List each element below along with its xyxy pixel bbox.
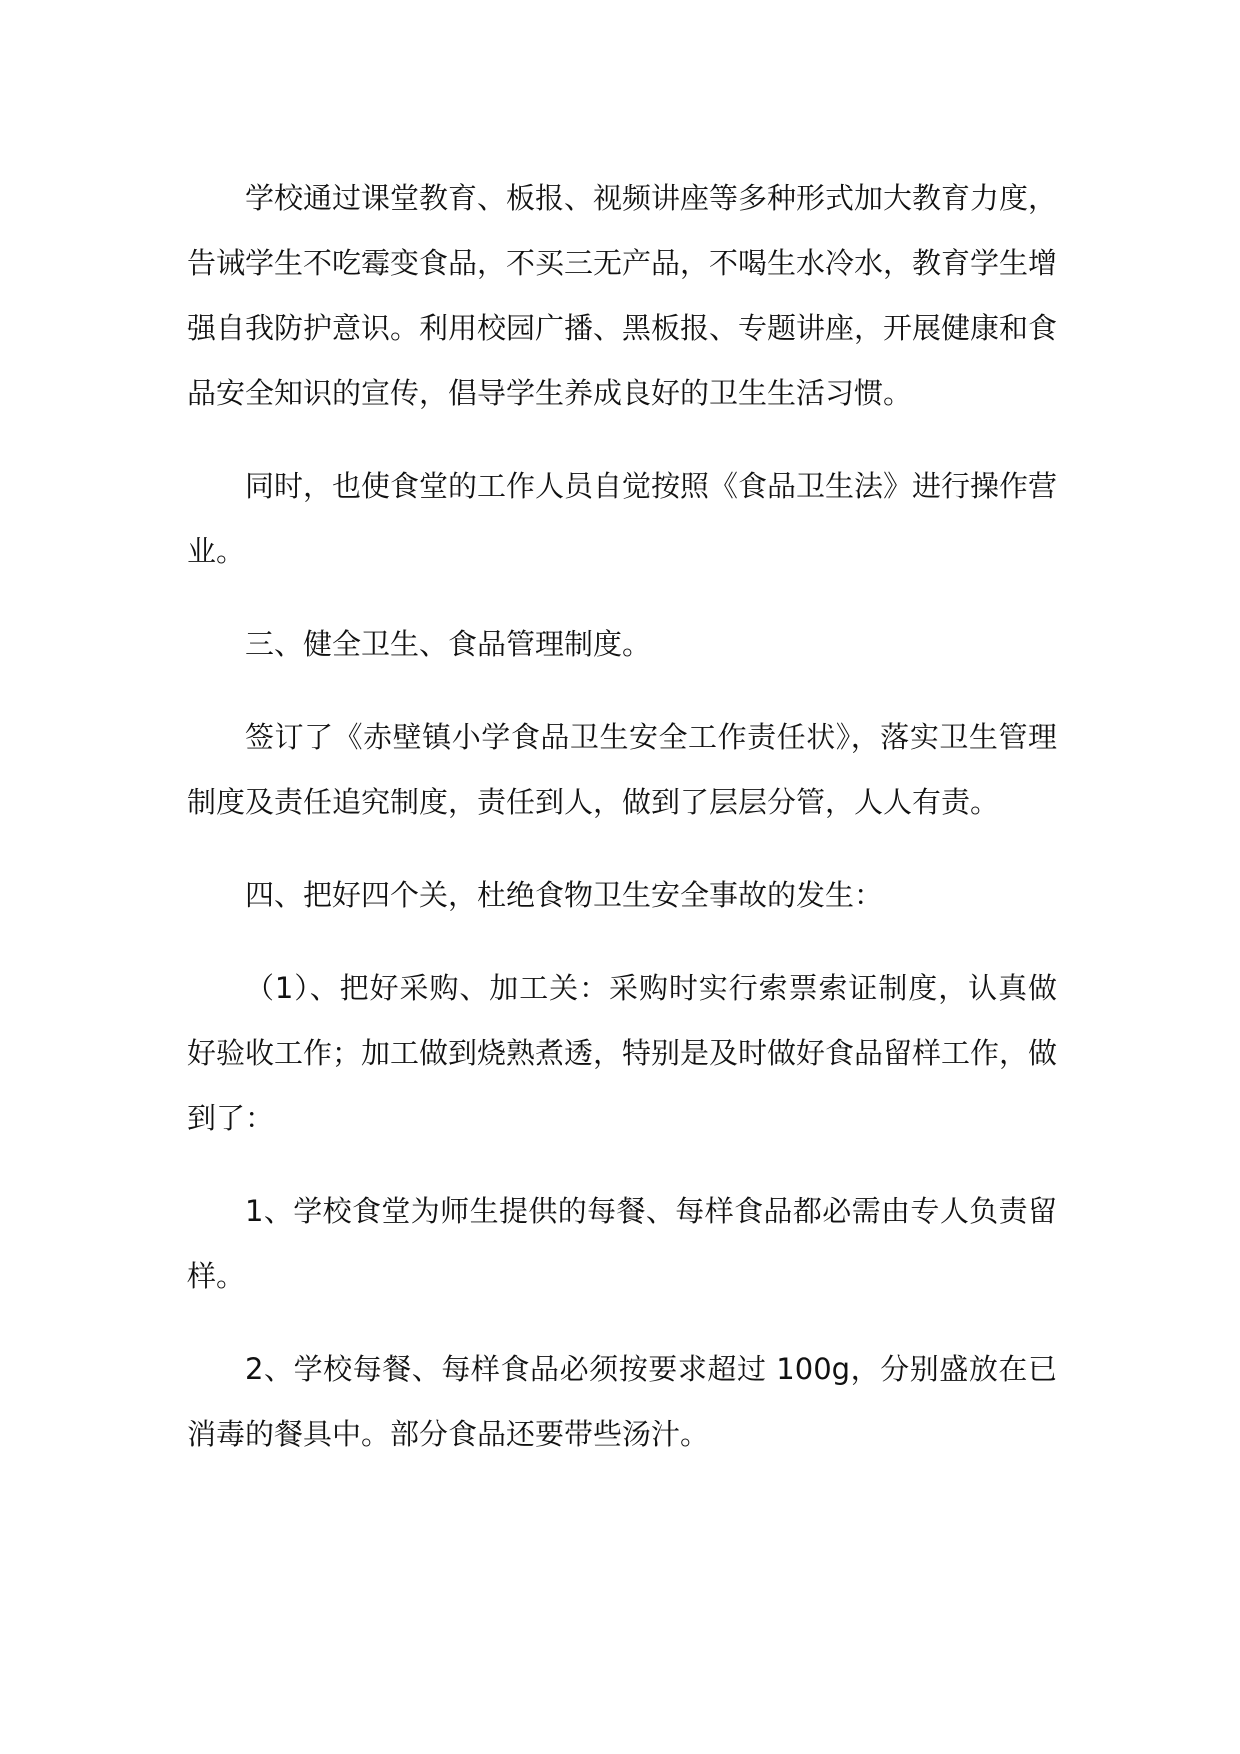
paragraph-canteen-staff: 同时，也使食堂的工作人员自觉按照《食品卫生法》进行操作营业。 <box>187 469 1058 568</box>
paragraph-procurement: （1）、把好采购、加工关：采购时实行索票索证制度，认真做好验收工作；加工做到烧熟煮透，特别是及时做好食品留样工作，做到了： <box>187 971 1058 1135</box>
paragraph-education-publicity: 学校通过课堂教育、板报、视频讲座等多种形式加大教育力度，告诫学生不吃霉变食品，不买三无产品，不喝生水冷水，教育学生增强自我防护意识。利用校园广播、黑板报、专题讲座，开展健康和食品安全知识的宣传，倡导学生养成良好的卫生生活习惯。 <box>187 181 1058 410</box>
paragraph-responsibility: 签订了《赤壁镇小学食品卫生安全工作责任状》，落实卫生管理制度及责任追究制度，责任到人，做到了层层分管，人人有责。 <box>187 720 1057 819</box>
document-body <box>187 166 1057 1495</box>
section-heading-3: 三、健全卫生、食品管理制度。 <box>245 627 652 661</box>
list-item-2: 2、学校每餐、每样食品必须按要求超过 100g，分别盛放在已消毒的餐具中。部分食品还要带些汤汁。 <box>187 1352 1057 1451</box>
list-item-1: 1、学校食堂为师生提供的每餐、每样食品都必需由专人负责留样。 <box>187 1194 1057 1293</box>
section-heading-4: 四、把好四个关，杜绝食物卫生安全事故的发生： <box>245 878 884 912</box>
